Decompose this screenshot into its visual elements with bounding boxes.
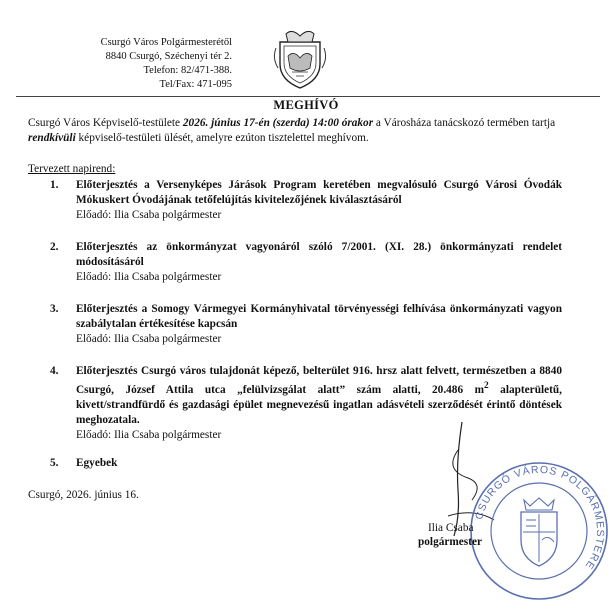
agenda-heading: Tervezett napirend: bbox=[28, 163, 116, 175]
intro-text-2: a Városháza tanácskozó termében tartja bbox=[373, 117, 556, 129]
agenda-item-text: Előterjesztés az önkormányzat vagyonáról szóló 7/2001. (XI. 28.) önkormányzati rendelet módosításáról bbox=[76, 241, 562, 268]
agenda-item-number: 5. bbox=[50, 457, 59, 469]
stamp-text: CSURGÓ VÁROS POLGÁRMESTERE bbox=[473, 463, 607, 572]
intro-text-3: képviselő-testületi ülését, amelyre ezúton tisztelettel meghívom. bbox=[75, 132, 369, 144]
agenda-item-text: Előterjesztés a Somogy Vármegyei Kormányhivatal törvényességi felhívása önkormányzati vagyon szabálytalan értékesítése kapcsán bbox=[76, 303, 562, 330]
sender-phone: Telefon: 82/471-388. bbox=[143, 65, 232, 76]
document-title: MEGHÍVÓ bbox=[273, 98, 339, 112]
agenda-item-presenter: Előadó: Ilia Csaba polgármester bbox=[76, 333, 222, 345]
agenda-item-presenter: Előadó: Ilia Csaba polgármester bbox=[76, 271, 222, 283]
sender-header bbox=[0, 36, 232, 92]
coat-of-arms-icon bbox=[272, 28, 328, 90]
agenda-item-text: Előterjesztés a Versenyképes Járások Program keretében megvalósuló Csurgó Városi Óvodák Mókuskert Óvodájának tetőfelújítás kivitelezőjének kiválasztásáról bbox=[76, 179, 562, 206]
agenda-item-number: 1. bbox=[50, 179, 59, 191]
agenda-item-number: 4. bbox=[50, 365, 59, 377]
intro-text-1: Csurgó Város Képviselő-testülete bbox=[28, 117, 183, 129]
meeting-datetime: 2026. június 17-én (szerda) 14:00 órakor bbox=[182, 117, 374, 129]
signatory-name: Ilia Csaba bbox=[428, 522, 474, 534]
signatory-title: polgármester bbox=[418, 536, 482, 548]
sender-name: Csurgó Város Polgármesterétől bbox=[100, 37, 232, 48]
agenda-item-text: Egyebek bbox=[76, 457, 118, 469]
place-and-date: Csurgó, 2026. június 16. bbox=[28, 489, 139, 501]
agenda-item-text-part: alapterületű, kivett/strandfürdő és gazdasági épület megnevezésű ingatlan adásvételi szerződését érintő döntések meghozatala. bbox=[76, 383, 562, 426]
agenda-item-number: 2. bbox=[50, 241, 59, 253]
agenda-item-presenter: Előadó: Ilia Csaba polgármester bbox=[76, 428, 222, 441]
sender-address: 8840 Csurgó, Széchenyi tér 2. bbox=[105, 51, 232, 62]
sender-fax: Tel/Fax: 471-095 bbox=[159, 79, 232, 90]
agenda-item-presenter: Előadó: Ilia Csaba polgármester bbox=[76, 209, 222, 221]
agenda-item-number: 3. bbox=[50, 303, 59, 315]
header-divider bbox=[16, 96, 600, 97]
official-stamp-icon bbox=[468, 460, 610, 602]
intro-paragraph bbox=[28, 116, 600, 146]
agenda-item-text-part: Előterjesztés Csurgó város tulajdonát képező, belterület 916. hrsz alatt felvett, természetben a 8840 Csurgó, József Attila utca „felülvizsgálat alatt” szám alatti, 20.486 m bbox=[76, 365, 562, 396]
superscript: 2 bbox=[484, 381, 489, 391]
agenda-item-text bbox=[76, 364, 562, 428]
meeting-type: rendkívüli bbox=[28, 132, 76, 144]
